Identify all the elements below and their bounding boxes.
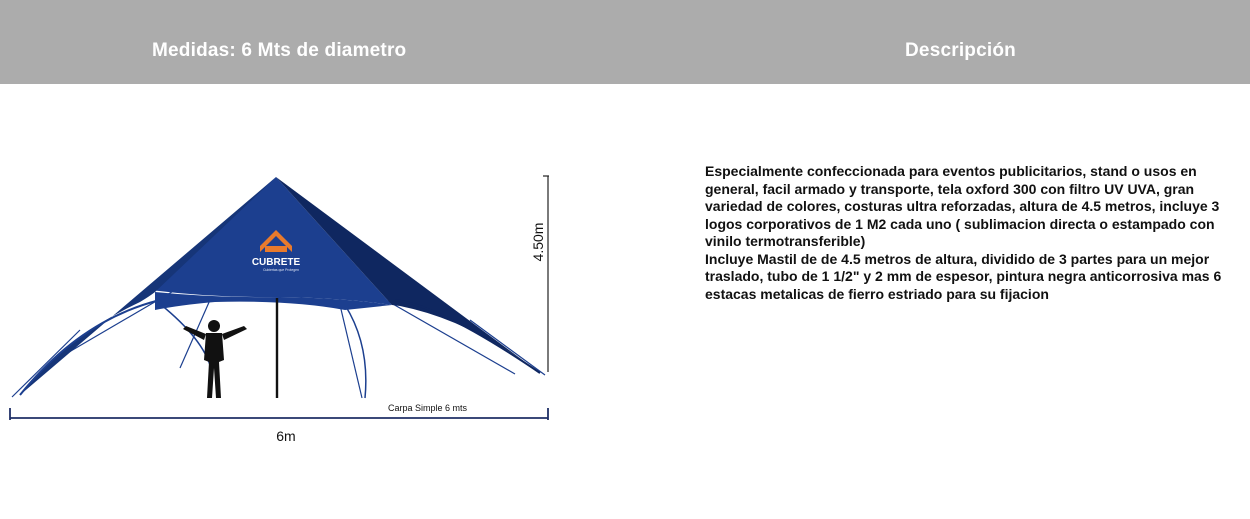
description-block — [705, 163, 1225, 303]
measurements-title: Medidas: 6 Mts de diametro — [152, 40, 407, 61]
tent-diagram — [0, 150, 560, 460]
caption-label: Carpa Simple 6 mts — [388, 403, 468, 413]
brand-name: CUBRETE — [251, 257, 301, 268]
height-label: 4.50m — [530, 222, 546, 262]
brand-tagline: Cubiertas que Protegen — [263, 268, 299, 272]
width-label: 6m — [276, 428, 296, 444]
header-bar — [0, 0, 1250, 84]
height-dimension — [543, 176, 549, 372]
description-title: Descripción — [905, 40, 1016, 61]
person-silhouette — [183, 320, 247, 398]
description-paragraph-2: Incluye Mastil de de 4.5 metros de altura, dividido de 3 partes para un mejor traslado, tubo de 1 1/2" y 2 mm de espesor, pintura negra anticorrosiva mas 6 estacas metalicas de fierro estriado para su fijacion — [705, 250, 1222, 302]
width-dimension — [10, 408, 548, 420]
description-paragraph-1: Especialmente confeccionada para eventos publicitarios, stand o usos en general, facil armado y transporte, tela oxford 300 con filtro UV UVA, gran variedad de colores, costuras ultra reforzadas, altura de 4.5 metros, incluye 3 logos corporativos de 1 M2 cada uno ( sublimacion directa o estampado con vinilo termotransferible) — [705, 163, 1220, 249]
tent-canopy — [20, 177, 540, 398]
